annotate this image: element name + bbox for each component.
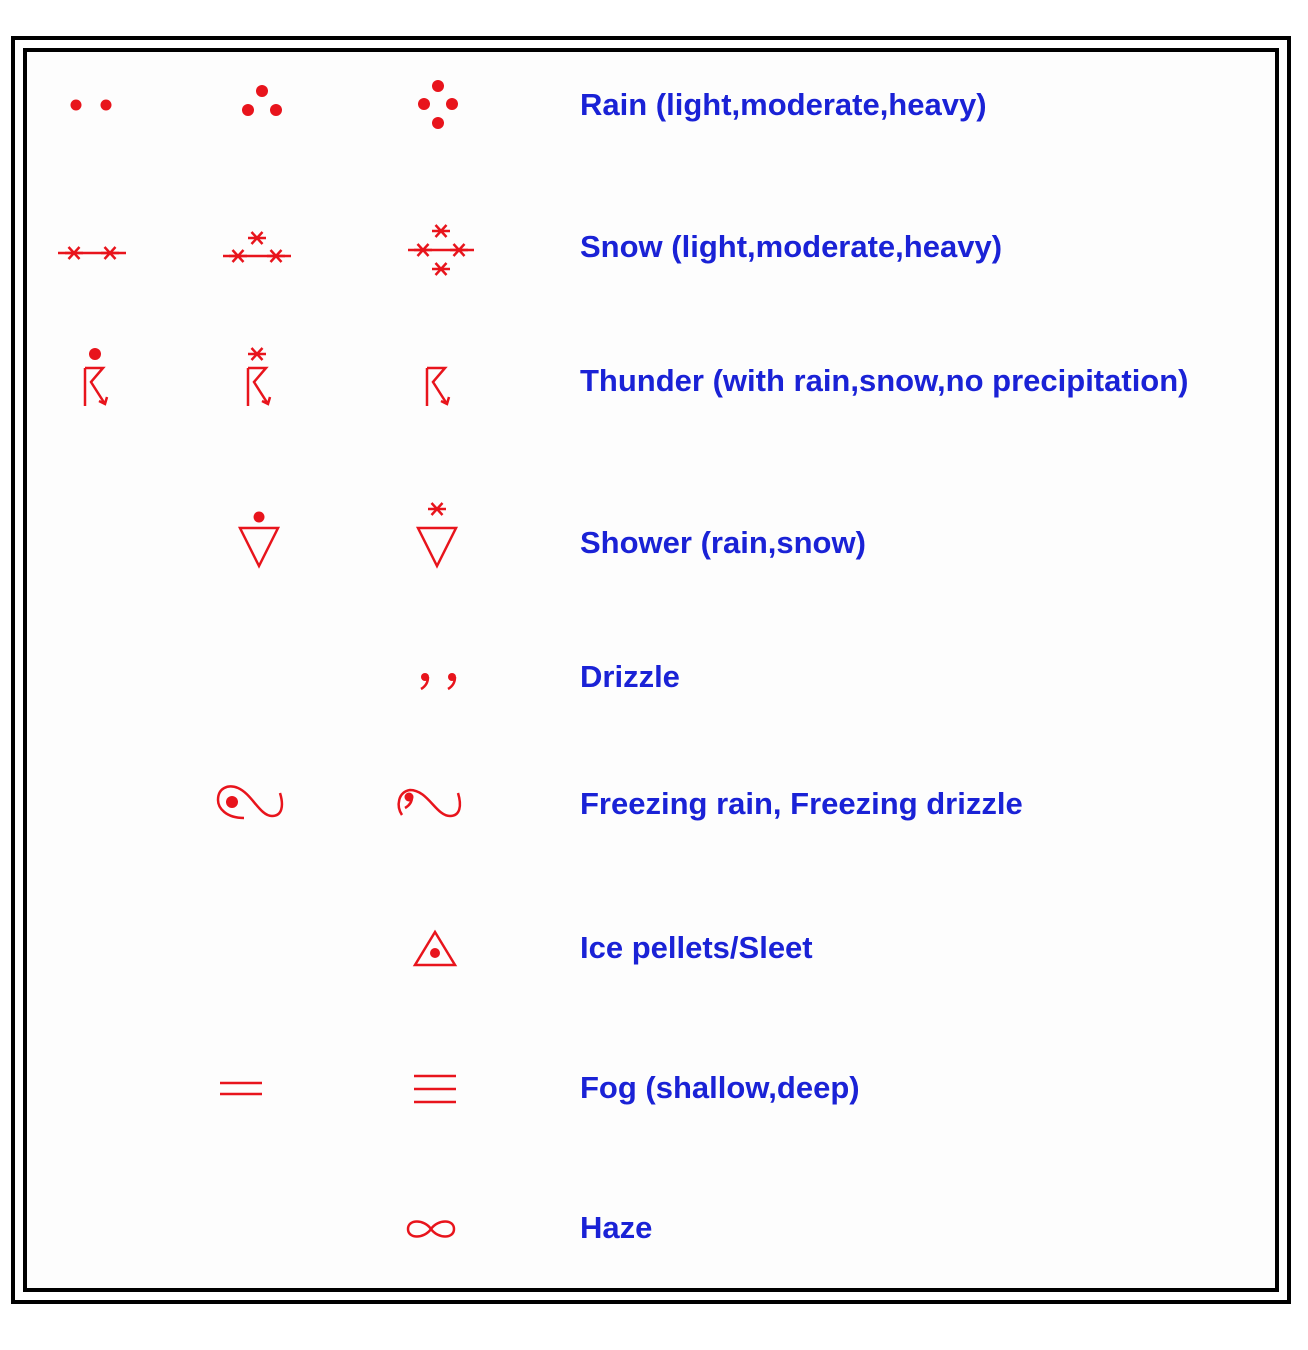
rain-light-icon xyxy=(71,100,112,111)
shower-snow-icon xyxy=(418,503,456,566)
snow-heavy-icon xyxy=(408,225,474,275)
snow-light-icon xyxy=(58,247,126,259)
thunder-no-precipitation-icon xyxy=(427,368,449,406)
thunder-snow-icon xyxy=(248,348,270,406)
label-drizzle: Drizzle xyxy=(580,659,680,694)
rain-moderate-icon xyxy=(242,85,282,116)
haze-icon xyxy=(408,1222,454,1237)
label-shower: Shower (rain,snow) xyxy=(580,525,866,560)
label-haze: Haze xyxy=(580,1210,653,1245)
ice-pellets-icon xyxy=(415,932,455,965)
label-thunder: Thunder (with rain,snow,no precipitation) xyxy=(580,363,1189,398)
label-snow: Snow (light,moderate,heavy) xyxy=(580,229,1003,264)
snow-moderate-icon xyxy=(223,232,291,262)
thunder-rain-icon xyxy=(85,348,107,406)
freezing-rain-icon xyxy=(218,787,282,819)
rain-heavy-icon xyxy=(418,80,458,129)
label-fog: Fog (shallow,deep) xyxy=(580,1070,860,1105)
shower-rain-icon xyxy=(240,512,278,567)
fog-deep-icon xyxy=(414,1076,456,1102)
label-ice-pellets: Ice pellets/Sleet xyxy=(580,930,813,965)
fog-shallow-icon xyxy=(220,1083,262,1094)
label-rain: Rain (light,moderate,heavy) xyxy=(580,87,987,122)
drizzle-icon xyxy=(421,673,456,689)
freezing-drizzle-icon xyxy=(399,790,460,816)
label-freezing: Freezing rain, Freezing drizzle xyxy=(580,786,1023,821)
